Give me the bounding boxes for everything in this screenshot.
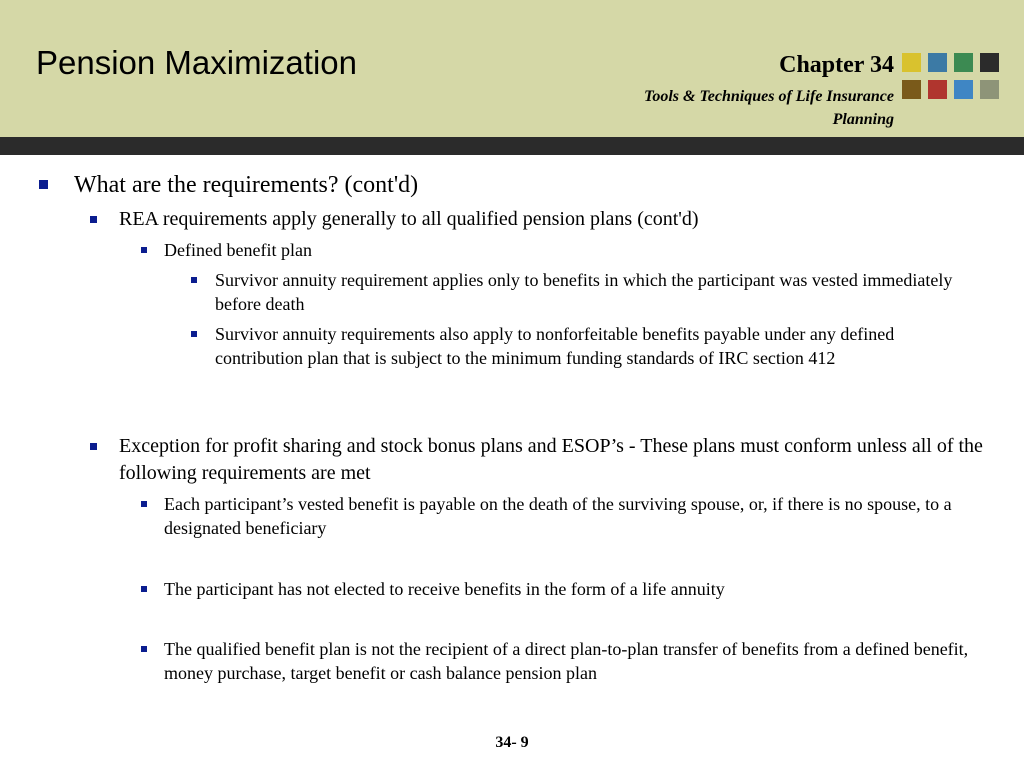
square-bullet-icon [90, 216, 97, 223]
chapter-subtitle: Tools & Techniques of Life Insurance Planning [644, 88, 894, 128]
bullet-text: Exception for profit sharing and stock bonus plans and ESOP’s - These plans must conform unless all of the following requirements are met [119, 435, 983, 484]
bullet-text: Survivor annuity requirement applies only to benefits in which the participant was vested immediately before death [215, 270, 953, 314]
square-bullet-icon [141, 501, 147, 507]
bullet-text: What are the requirements? (cont'd) [74, 172, 419, 198]
square-bullet-icon [141, 247, 147, 253]
square-bullet-icon [90, 443, 97, 450]
bullet-text: The participant has not elected to receive benefits in the form of a life annuity [164, 579, 725, 599]
square-bullet-icon [191, 277, 197, 283]
slide-title: Pension Maximization [36, 44, 357, 81]
bullet-text: REA requirements apply generally to all qualified pension plans (cont'd) [119, 208, 699, 230]
page-number: 34- 9 [495, 734, 529, 751]
bullet-text: Each participant’s vested benefit is payable on the death of the surviving spouse, or, if there is no spouse, to a designated beneficiary [164, 494, 952, 538]
bullet-text: Survivor annuity requirements also apply to nonforfeitable benefits payable under any defined contribution plan that is subject to the minimum funding standards of IRC section 412 [215, 324, 895, 368]
square-bullet-icon [141, 586, 147, 592]
bullet-text: Defined benefit plan [164, 240, 312, 260]
chapter-label: Chapter 34 [779, 52, 894, 78]
square-bullet-icon [39, 180, 48, 189]
square-bullet-icon [141, 646, 147, 652]
square-bullet-icon [191, 331, 197, 337]
bullet-text: The qualified benefit plan is not the recipient of a direct plan-to-plan transfer of benefits from a defined benefit, money purchase, target benefit or cash balance pension plan [164, 639, 969, 683]
